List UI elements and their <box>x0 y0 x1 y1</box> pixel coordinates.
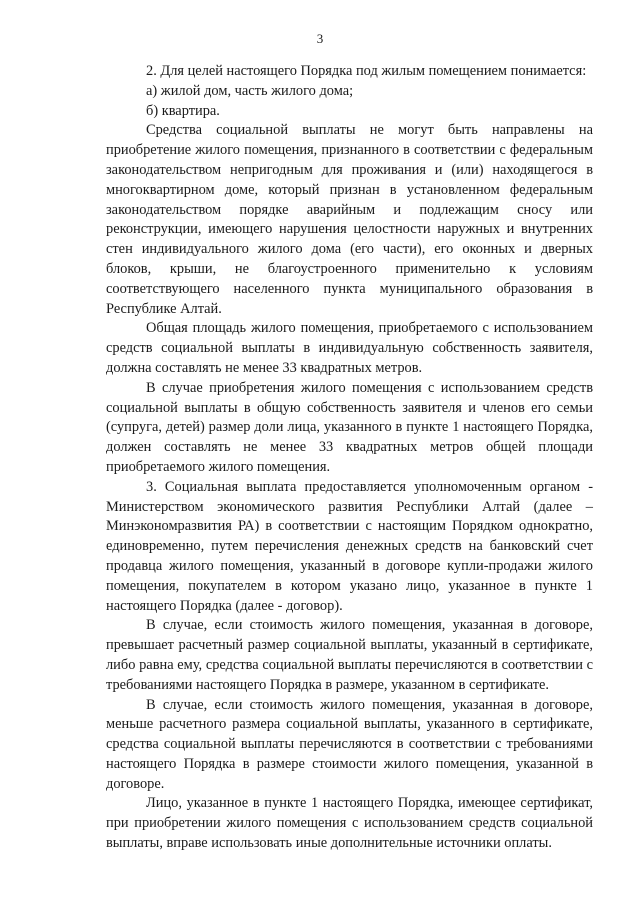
paragraph-clause-3: 3. Социальная выплата предоставляется уполномоченным органом - Министерством экономического развития Республики Алтай (далее – Минэкономразвития РА) в соответствии с настоящим Порядком однократно, единовременно, путем перечисления денежных средств на банковский счет продавца жилого помещения, указанный в договоре купли-продажи жилого помещения, покупателем в котором указано лицо, указанное в пункте 1 настоящего Порядка (далее - договор). <box>106 478 593 614</box>
paragraph-item-a: а) жилой дом, часть жилого дома; <box>146 82 354 99</box>
paragraph-cost-exceeds: В случае, если стоимость жилого помещения, указанная в договоре, превышает расчетный размер социальной выплаты, указанный в сертификате, либо равна ему, средства социальной выплаты перечисляются в соответствии с требованиями настоящего Порядка в размере, указанном в сертификате. <box>106 617 593 693</box>
paragraph-cost-less: В случае, если стоимость жилого помещения, указанная в договоре, меньше расчетного размера социальной выплаты, указанного в сертификате, средства социальной выплаты перечисляются в соответствии с требованиями настоящего Порядка в размере стоимости жилого помещения, указанной в договоре. <box>106 696 593 792</box>
paragraph-area-individual: Общая площадь жилого помещения, приобретаемого с использованием средств социальной выплаты в индивидуальную собственность заявителя, должна составлять не менее 33 квадратных метров. <box>106 320 593 376</box>
paragraph-clause-2: 2. Для целей настоящего Порядка под жилым помещением понимается: <box>146 63 587 79</box>
paragraph-area-shared: В случае приобретения жилого помещения с использованием средств социальной выплаты в общую собственность заявителя и членов его семьи (супруга, детей) размер доли лица, указанного в пункте 1 настоящего Порядка, должен составлять не менее 33 квадратных метров общей площади приобретаемого жилого помещения. <box>106 379 593 475</box>
paragraph-restrictions: Средства социальной выплаты не могут быть направлены на приобретение жилого помещения, признанного в соответствии с федеральным законодательством непригодным для проживания и (или) находящегося в многоквартирном доме, который признан в установленном федеральным законодательством порядке аварийным и подлежащим сносу или реконструкции, имеющего нарушения целостности наружных и внутренних стен индивидуального жилого дома (его части), его оконных и дверных блоков, крыши, не благоустроенного применительно к условиям соответствующего населенного пункта муниципального образования в Республике Алтай. <box>106 122 593 317</box>
paragraph-additional-sources: Лицо, указанное в пункте 1 настоящего Порядка, имеющее сертификат, при приобретении жилого помещения с использованием средств социальной выплаты, вправе использовать иные дополнительные источники оплаты. <box>106 795 593 852</box>
page-number: 3 <box>316 31 324 46</box>
document-body <box>106 60 593 854</box>
paragraph-item-b: б) квартира. <box>146 102 220 119</box>
